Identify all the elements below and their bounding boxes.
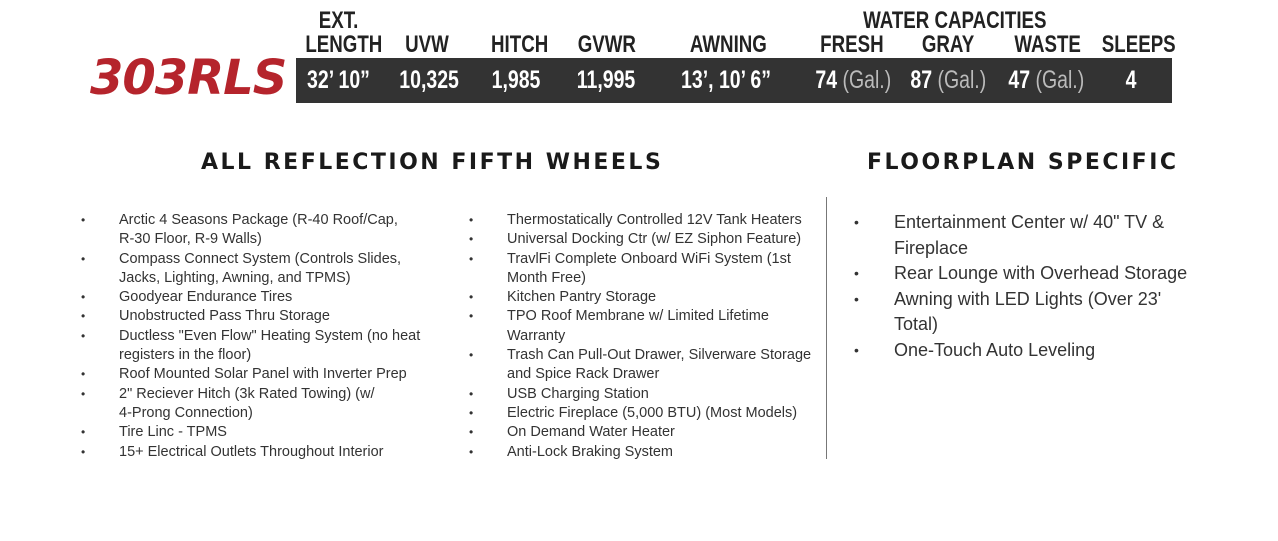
feature-line-text: Roof Mounted Solar Panel with Inverter Prep bbox=[119, 366, 407, 383]
feature-line-text: Warranty bbox=[507, 327, 566, 344]
feature-line bbox=[469, 288, 827, 307]
floorplan-feature-line-text: Total) bbox=[894, 314, 939, 334]
spec-hitch: 1,985 bbox=[491, 66, 541, 94]
standard-features-col1 bbox=[81, 211, 449, 462]
feature-line bbox=[81, 365, 449, 384]
bullet-icon: • bbox=[469, 386, 474, 401]
feature-line-text: Universal Docking Ctr (w/ EZ Siphon Feature) bbox=[507, 231, 802, 248]
feature-line bbox=[81, 443, 449, 462]
feature-line-text: R-30 Floor, R-9 Walls) bbox=[119, 231, 262, 248]
floorplan-feature-line bbox=[894, 236, 1214, 262]
feature-line-text: Arctic 4 Seasons Package (R-40 Roof/Cap, bbox=[119, 212, 398, 228]
feature-line bbox=[469, 404, 827, 423]
header-sleeps: SLEEPS bbox=[1101, 31, 1176, 58]
spec-waste-unit: (Gal.) bbox=[1035, 66, 1085, 94]
feature-line-text: TPO Roof Membrane w/ Limited Lifetime bbox=[507, 308, 769, 325]
bullet-icon: • bbox=[81, 309, 86, 324]
feature-line-text: Goodyear Endurance Tires bbox=[119, 289, 293, 306]
header-gray: GRAY bbox=[921, 31, 975, 58]
feature-line-text: Anti-Lock Braking System bbox=[507, 443, 674, 460]
bullet-icon: • bbox=[469, 348, 474, 363]
floorplan-feature-line-text: Awning with LED Lights (Over 23' bbox=[894, 288, 1162, 309]
feature-line-text: USB Charging Station bbox=[507, 385, 649, 402]
header-gvwr: GVWR bbox=[577, 31, 636, 58]
feature-line bbox=[119, 346, 449, 365]
spec-gvwr: 11,995 bbox=[576, 66, 636, 94]
feature-line-text: Ductless "Even Flow" Heating System (no heat bbox=[119, 327, 421, 344]
feature-line bbox=[119, 269, 449, 288]
bullet-icon: • bbox=[469, 444, 474, 459]
feature-line bbox=[81, 423, 449, 442]
floorplan-feature-line bbox=[854, 210, 1214, 236]
feature-line-text: and Spice Rack Drawer bbox=[507, 366, 660, 383]
bullet-icon: • bbox=[469, 425, 474, 440]
feature-line bbox=[507, 269, 827, 288]
spec-sleeps: 4 bbox=[1125, 66, 1137, 94]
bullet-icon: • bbox=[469, 232, 474, 247]
spec-fresh-unit: (Gal.) bbox=[842, 66, 892, 94]
bullet-icon: • bbox=[469, 290, 474, 305]
feature-line-text: TravlFi Complete Onboard WiFi System (1st bbox=[507, 250, 791, 267]
bullet-icon: • bbox=[854, 265, 859, 281]
feature-line-text: 4-Prong Connection) bbox=[119, 404, 253, 421]
floorplan-specific-title: FLOORPLAN SPECIFIC bbox=[867, 150, 1179, 175]
bullet-icon: • bbox=[81, 290, 86, 305]
feature-line-text: Trash Can Pull-Out Drawer, Silverware Storage bbox=[507, 347, 812, 364]
bullet-icon: • bbox=[854, 290, 859, 307]
feature-line-text: Electric Fireplace (5,000 BTU) (Most Models) bbox=[507, 404, 798, 421]
spec-gray-unit: (Gal.) bbox=[937, 66, 987, 94]
feature-line bbox=[469, 346, 827, 365]
feature-line-text: 15+ Electrical Outlets Throughout Interior bbox=[119, 443, 384, 460]
spec-gray-group bbox=[910, 58, 987, 103]
spec-waste-group bbox=[1008, 58, 1085, 103]
spec-waste: 47 bbox=[1008, 66, 1031, 94]
bullet-icon: • bbox=[469, 309, 474, 324]
feature-line-text: Compass Connect System (Controls Slides, bbox=[119, 250, 402, 267]
feature-line bbox=[81, 250, 449, 269]
feature-line bbox=[81, 307, 449, 326]
feature-line-text: registers in the floor) bbox=[119, 347, 252, 364]
bullet-icon: • bbox=[81, 425, 86, 440]
feature-line bbox=[81, 288, 449, 307]
feature-line-text: Jacks, Lighting, Awning, and TPMS) bbox=[119, 269, 351, 286]
feature-line-text: Unobstructed Pass Thru Storage bbox=[119, 308, 330, 325]
bullet-icon: • bbox=[469, 405, 474, 420]
bullet-icon: • bbox=[81, 444, 86, 459]
feature-line bbox=[469, 211, 827, 230]
header-waste: WASTE bbox=[1014, 31, 1081, 58]
feature-line bbox=[81, 385, 449, 404]
standard-features-col2 bbox=[469, 211, 827, 462]
bullet-icon: • bbox=[469, 251, 474, 266]
spec-fresh: 74 bbox=[815, 66, 838, 94]
spec-uvw: 10,325 bbox=[399, 66, 459, 94]
header-fresh: FRESH bbox=[820, 31, 884, 58]
floorplan-feature-line-text: Rear Lounge with Overhead Storage bbox=[894, 263, 1188, 283]
feature-line bbox=[469, 385, 827, 404]
bullet-icon: • bbox=[81, 251, 86, 266]
bullet-icon: • bbox=[854, 214, 859, 230]
bullet-icon: • bbox=[81, 213, 86, 227]
header-uvw: UVW bbox=[405, 31, 449, 58]
bullet-icon: • bbox=[81, 367, 86, 382]
header-ext-length-line1: EXT. bbox=[318, 7, 359, 34]
floorplan-feature-line-text: One-Touch Auto Leveling bbox=[894, 339, 1096, 360]
feature-line bbox=[507, 365, 827, 384]
header-awning: AWNING bbox=[689, 31, 767, 58]
floorplan-feature-line-text: Entertainment Center w/ 40" TV & bbox=[894, 212, 1165, 232]
bullet-icon: • bbox=[81, 386, 86, 401]
feature-line bbox=[81, 211, 449, 230]
floorplan-feature-line bbox=[854, 261, 1214, 287]
bullet-icon: • bbox=[854, 341, 859, 358]
feature-line bbox=[507, 327, 827, 346]
feature-line bbox=[469, 250, 827, 269]
header-ext-length-line2: LENGTH bbox=[305, 31, 383, 58]
spec-ext-length: 32’ 10” bbox=[307, 66, 370, 94]
feature-line bbox=[469, 307, 827, 326]
bullet-icon: • bbox=[469, 213, 474, 227]
feature-line bbox=[469, 423, 827, 442]
spec-fresh-group bbox=[815, 58, 892, 103]
floorplan-feature-line bbox=[894, 312, 1214, 338]
column-divider bbox=[826, 197, 827, 459]
floorplan-feature-line-text: Fireplace bbox=[894, 237, 969, 258]
feature-line-text: On Demand Water Heater bbox=[507, 424, 675, 441]
bullet-icon: • bbox=[81, 328, 86, 343]
spec-gray: 87 bbox=[910, 66, 933, 94]
feature-line bbox=[119, 404, 449, 423]
feature-line-text: Thermostatically Controlled 12V Tank Heaters bbox=[507, 212, 802, 228]
specs-bar bbox=[296, 58, 1172, 103]
header-hitch: HITCH bbox=[491, 31, 549, 58]
feature-line-text: Kitchen Pantry Storage bbox=[507, 289, 657, 306]
feature-line bbox=[469, 230, 827, 249]
spec-awning: 13’, 10’ 6” bbox=[681, 66, 771, 94]
feature-line-text: Tire Linc - TPMS bbox=[119, 424, 227, 441]
model-name: 303RLS bbox=[90, 50, 287, 106]
feature-line bbox=[119, 230, 449, 249]
floorplan-feature-line bbox=[854, 338, 1214, 364]
header-water-capacities: WATER CAPACITIES bbox=[863, 7, 1047, 34]
floorplan-features bbox=[854, 210, 1214, 363]
feature-line-text: Month Free) bbox=[507, 269, 586, 286]
feature-line-text: 2" Reciever Hitch (3k Rated Towing) (w/ bbox=[119, 385, 375, 402]
all-reflection-title: ALL REFLECTION FIFTH WHEELS bbox=[201, 150, 664, 175]
floorplan-feature-line bbox=[854, 287, 1214, 313]
feature-line bbox=[469, 443, 827, 462]
feature-line bbox=[81, 327, 449, 346]
